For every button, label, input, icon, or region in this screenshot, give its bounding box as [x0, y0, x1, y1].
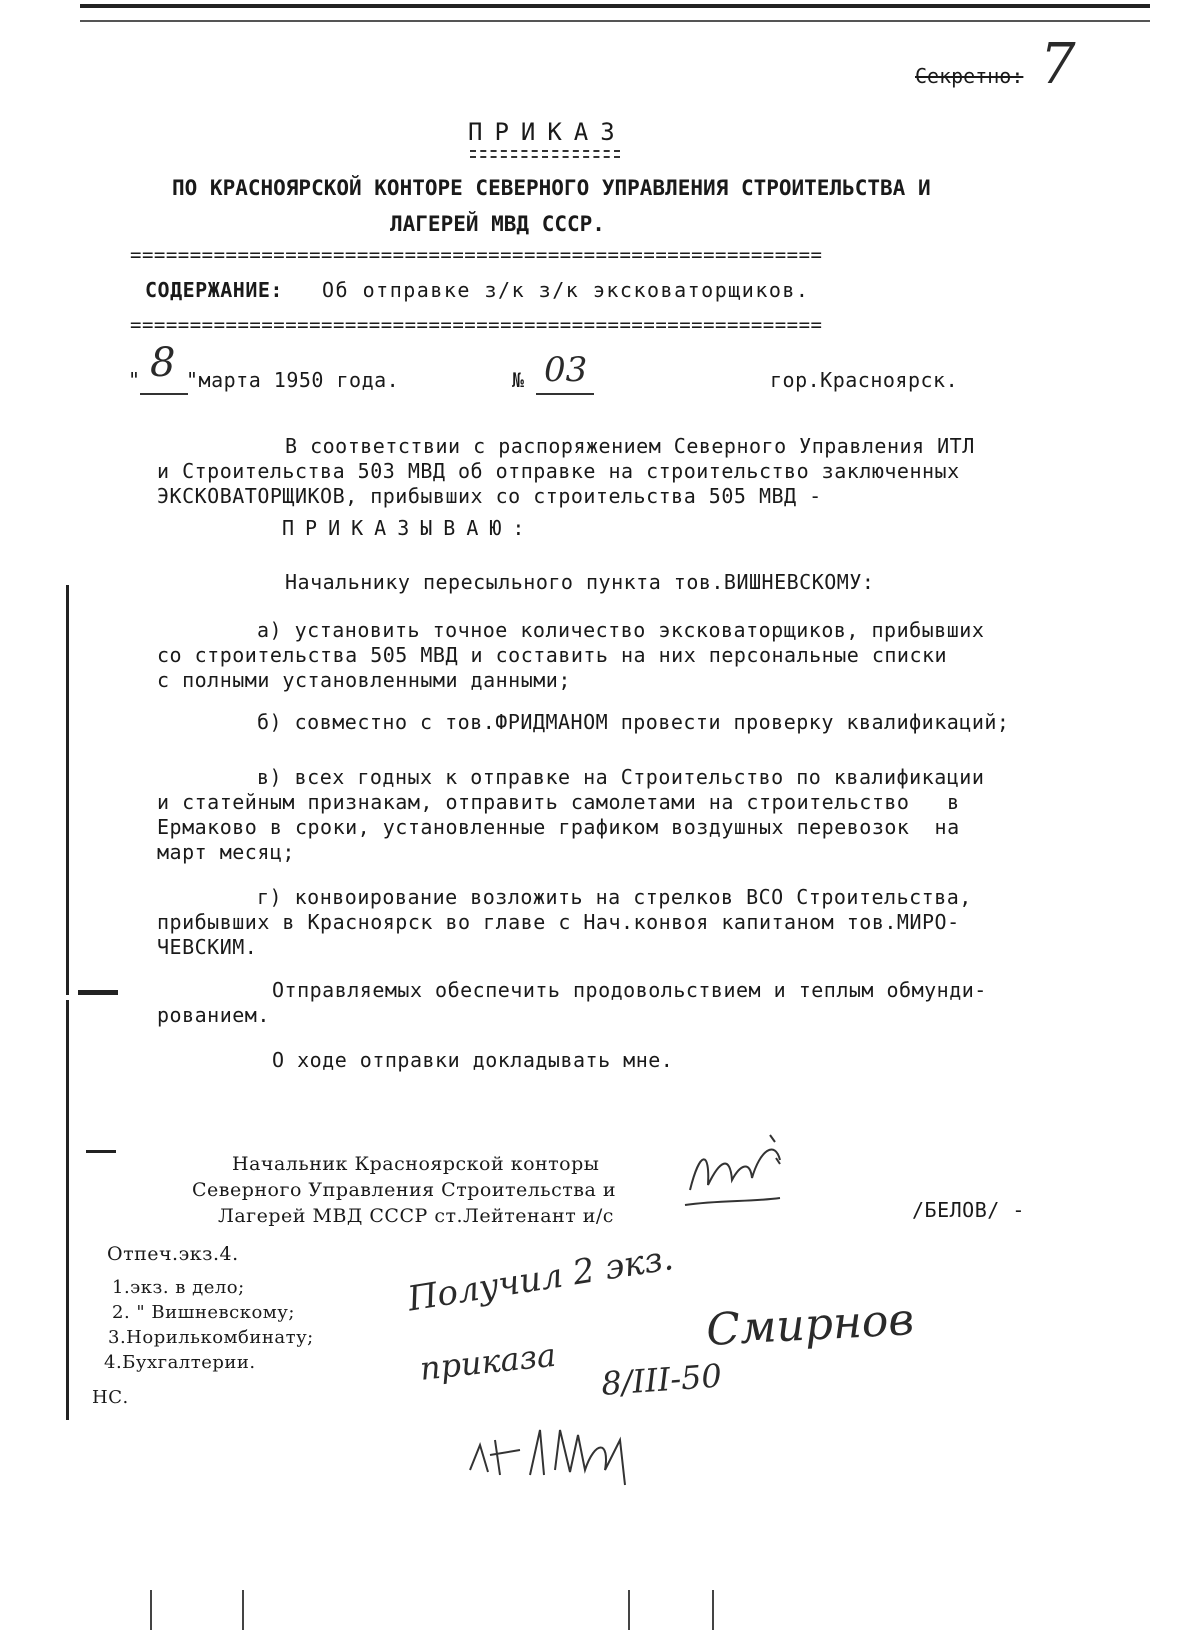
item-a-line: а) установить точное количество эксковаторщиков, прибывших [257, 618, 985, 642]
preamble-line: В соответствии с распоряжением Северного Управления ИТЛ [285, 434, 975, 458]
scan-margin-mark [86, 1150, 116, 1153]
separator-bottom: ========================================================== [130, 314, 823, 336]
preamble-line: и Строительства 503 МВД об отправке на строительство заключенных [157, 459, 960, 483]
order-number-label: № [512, 368, 525, 392]
typist-initials: НС. [92, 1387, 129, 1408]
signer-name: /БЕЛОВ/ - [912, 1198, 1025, 1222]
copy-item: 2. " Вишневскому; [112, 1302, 295, 1323]
date-open-quote: " [128, 368, 141, 392]
signature-block-line: Лагерей МВД СССР ст.Лейтенант и/с [218, 1205, 614, 1227]
item-a-line: с полными установленными данными; [157, 668, 571, 692]
content-text: Об отправке з/к з/к эксковаторщиков. [322, 278, 810, 302]
date-rest: "марта 1950 года. [186, 368, 400, 392]
header-line-2: ЛАГЕРЕЙ МВД СССР. [390, 212, 605, 236]
secrecy-mark: Секретно: [915, 64, 1024, 88]
supply-line: рованием. [157, 1003, 270, 1027]
supply-line: Отправляемых обеспечить продовольствием и теплым обмунди- [272, 978, 987, 1002]
scan-margin-mark [78, 990, 118, 995]
order-number-value: 03 [544, 350, 588, 390]
copies-header: Отпеч.экз.4. [107, 1243, 239, 1265]
handwritten-receipt-line: Получил 2 экз. [405, 1238, 677, 1320]
item-a-line: со строительства 505 МВД и составить на них персональные списки [157, 643, 948, 667]
chief-signature-scribble [680, 1130, 790, 1220]
header-line-1: ПО КРАСНОЯРСКОЙ КОНТОРЕ СЕВЕРНОГО УПРАВЛЕНИЯ СТРОИТЕЛЬСТВА И [172, 176, 931, 200]
city: гор.Красноярск. [770, 368, 959, 392]
item-v-line: Ермаково в сроки, установленные графиком воздушных перевозок на [157, 815, 960, 839]
scan-top-edge [80, 4, 1150, 22]
document-title: ПРИКАЗ [468, 118, 627, 146]
signature-block-line: Северного Управления Строительства и [192, 1179, 617, 1201]
report-line: О ходе отправки докладывать мне. [272, 1048, 674, 1072]
date-day: 8 [150, 340, 176, 386]
copy-item: 4.Бухгалтерии. [104, 1352, 256, 1373]
receiver-signature-scribble [460, 1400, 650, 1490]
addressee: Начальнику пересыльного пункта тов.ВИШНЕВСКОМУ: [285, 570, 875, 594]
scan-margin-mark [66, 1000, 69, 1420]
item-g-line: ЧЕВСКИМ. [157, 935, 258, 959]
item-v-line: и статейным признакам, отправить самолетами на строительство в [157, 790, 960, 814]
copy-item: 3.Норилькомбинату; [108, 1327, 314, 1348]
item-v-line: в) всех годных к отправке на Строительство по квалификации [257, 765, 985, 789]
reverse-side-bleed-through [60, 1590, 1110, 1630]
item-v-line: март месяц; [157, 840, 295, 864]
order-word: ПРИКАЗЫВАЮ: [282, 516, 536, 540]
date-day-underline [140, 393, 188, 395]
item-g-line: г) конвоирование возложить на стрелков ВСО Строительства, [257, 885, 972, 909]
signature-block-line: Начальник Красноярской конторы [232, 1153, 600, 1175]
order-number-underline [536, 393, 594, 395]
handwritten-signature: Смирнов [705, 1294, 916, 1356]
item-g-line: прибывших в Красноярск во главе с Нач.конвоя капитаном тов.МИРО- [157, 910, 960, 934]
handwritten-receipt-line: приказа [418, 1335, 558, 1388]
scan-margin-mark [66, 585, 69, 995]
corner-number: 7 [1040, 32, 1076, 97]
separator-top: ========================================================== [130, 244, 823, 266]
preamble-line: ЭКСКОВАТОРЩИКОВ, прибывших со строительства 505 МВД - [157, 484, 822, 508]
content-label: СОДЕРЖАНИЕ: [145, 278, 283, 302]
copy-item: 1.экз. в дело; [112, 1277, 245, 1298]
item-b: б) совместно с тов.ФРИДМАНОМ провести проверку квалификаций; [257, 710, 1010, 734]
handwritten-date: 8/III-50 [600, 1356, 723, 1403]
title-underline [470, 150, 620, 158]
